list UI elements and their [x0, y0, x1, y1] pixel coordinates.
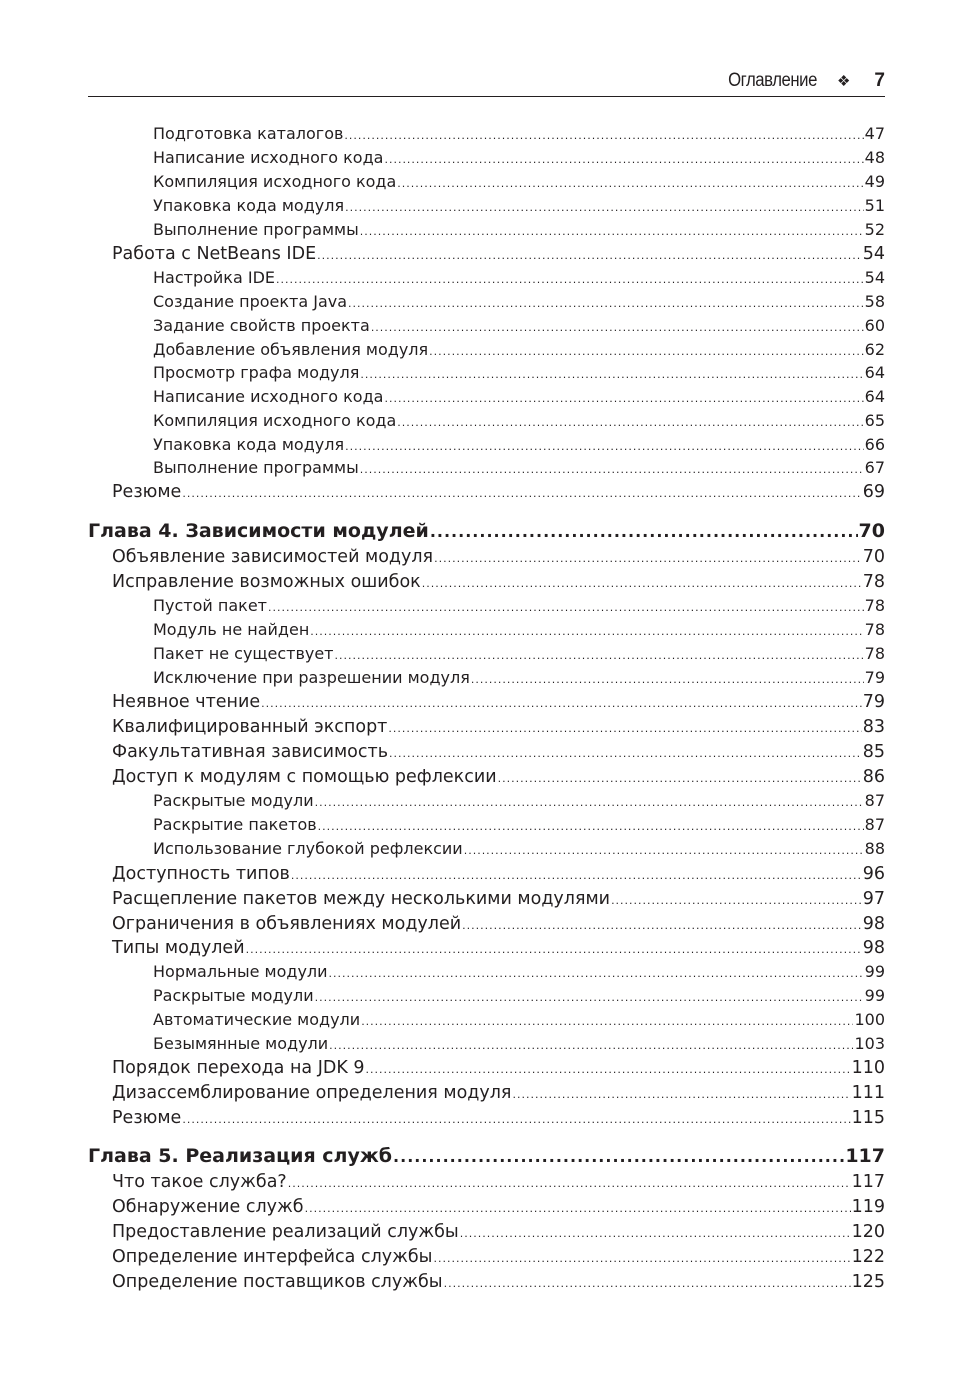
toc-entry — [153, 838, 885, 862]
dot-leader — [315, 792, 864, 814]
entry-page: 100 — [854, 1010, 885, 1029]
toc-entry — [153, 1033, 885, 1057]
entry-title: Безымянные модули — [153, 1034, 329, 1053]
dot-leader — [397, 173, 863, 195]
entry-page: 111 — [851, 1083, 885, 1103]
toc-entry — [112, 1082, 885, 1106]
entry-title: Неявное чтение — [112, 692, 261, 712]
dot-leader — [310, 621, 863, 643]
dot-leader — [288, 1173, 851, 1195]
toc-entry — [112, 1107, 885, 1131]
dot-leader — [345, 197, 864, 219]
entry-page: 52 — [864, 220, 885, 239]
entry-page: 99 — [864, 986, 885, 1005]
toc-entry — [153, 790, 885, 814]
toc-entry — [112, 1057, 885, 1081]
entry-title: Работа с NetBeans IDE — [112, 244, 317, 264]
entry-page: 64 — [864, 363, 885, 382]
entry-page: 97 — [862, 889, 885, 909]
dot-leader — [434, 1248, 851, 1270]
entry-page: 110 — [851, 1058, 885, 1078]
toc-entry — [112, 937, 885, 961]
entry-title: Написание исходного кода — [153, 148, 384, 167]
entry-page: 83 — [862, 717, 885, 737]
entry-page: 78 — [864, 596, 885, 615]
entry-page: 115 — [851, 1108, 885, 1128]
entry-title: Модуль не найден — [153, 620, 310, 639]
entry-page: 49 — [864, 172, 885, 191]
entry-page: 119 — [851, 1197, 885, 1217]
entry-page: 60 — [864, 316, 885, 335]
toc-entry — [153, 1009, 885, 1033]
entry-title: Выполнение программы — [153, 458, 359, 477]
dot-leader — [389, 743, 862, 765]
dot-leader — [182, 483, 861, 505]
entry-title: Типы модулей — [112, 938, 245, 958]
entry-title: Автоматические модули — [153, 1010, 361, 1029]
entry-page: 87 — [864, 815, 885, 834]
entry-title: Определение интерфейса службы — [112, 1247, 433, 1267]
dot-leader — [315, 987, 864, 1009]
dot-leader — [434, 548, 862, 570]
entry-page: 117 — [845, 1145, 885, 1167]
dot-leader — [291, 865, 862, 887]
dot-leader — [335, 645, 864, 667]
dot-leader — [422, 573, 862, 595]
toc-entry — [153, 457, 885, 481]
entry-page: 65 — [864, 411, 885, 430]
toc-entry — [153, 386, 885, 410]
entry-title: Факультативная зависимость — [112, 742, 389, 762]
dot-leader — [462, 915, 862, 937]
dot-leader — [345, 436, 864, 458]
dot-leader — [360, 459, 864, 481]
entry-title: Исправление возможных ошибок — [112, 572, 421, 592]
toc-entry — [112, 481, 885, 505]
dot-leader — [384, 149, 863, 171]
entry-title: Упаковка кода модуля — [153, 196, 345, 215]
toc-entry — [153, 123, 885, 147]
entry-title: Компиляция исходного кода — [153, 172, 397, 191]
entry-title: Использование глубокой рефлексии — [153, 839, 463, 858]
entry-page: 79 — [864, 668, 885, 687]
entry-title: Пакет не существует — [153, 644, 334, 663]
entry-title: Раскрытые модули — [153, 791, 314, 810]
entry-page: 70 — [862, 547, 885, 567]
dot-leader — [430, 521, 858, 543]
entry-title: Написание исходного кода — [153, 387, 384, 406]
dot-leader — [329, 1035, 853, 1057]
toc-entry — [153, 195, 885, 219]
entry-page: 117 — [851, 1172, 885, 1192]
dot-leader — [329, 963, 864, 985]
toc-entry — [112, 691, 885, 715]
dot-leader — [261, 693, 862, 715]
toc-entry — [112, 1246, 885, 1270]
dot-leader — [344, 125, 863, 147]
entry-title: Пустой пакет — [153, 596, 267, 615]
entry-title: Ограничения в объявлениях модулей — [112, 914, 462, 934]
toc-entry — [153, 595, 885, 619]
dot-leader — [444, 1273, 851, 1295]
entry-title: Доступ к модулям с помощью рефлексии — [112, 767, 497, 787]
entry-page: 98 — [862, 938, 885, 958]
entry-title: Раскрытые модули — [153, 986, 314, 1005]
toc-entry — [112, 913, 885, 937]
toc-entry — [153, 362, 885, 386]
toc-entry — [153, 147, 885, 171]
toc-entry — [153, 219, 885, 243]
toc-entry — [153, 619, 885, 643]
toc-chapter — [88, 1145, 885, 1168]
dot-leader — [464, 840, 864, 862]
toc-entry — [153, 171, 885, 195]
toc-entry — [153, 643, 885, 667]
entry-page: 47 — [864, 124, 885, 143]
toc-entry — [153, 267, 885, 291]
entry-page: 78 — [864, 644, 885, 663]
ornament-icon: ❖ — [836, 73, 851, 90]
toc-entry — [112, 243, 885, 267]
dot-leader — [361, 1011, 853, 1033]
toc-entry — [153, 434, 885, 458]
entry-title: Доступность типов — [112, 864, 290, 884]
dot-leader — [498, 768, 862, 790]
dot-leader — [246, 939, 862, 961]
entry-title: Предоставление реализаций службы — [112, 1222, 459, 1242]
entry-title: Задание свойств проекта — [153, 316, 370, 335]
entry-page: 58 — [864, 292, 885, 311]
entry-title: Упаковка кода модуля — [153, 435, 345, 454]
toc-entry — [153, 814, 885, 838]
entry-page: 88 — [864, 839, 885, 858]
dot-leader — [371, 317, 864, 339]
dot-leader — [360, 221, 864, 243]
entry-page: 85 — [862, 742, 885, 762]
entry-page: 64 — [864, 387, 885, 406]
toc-entry — [153, 291, 885, 315]
dot-leader — [360, 364, 863, 386]
dot-leader — [429, 341, 863, 363]
entry-title: Глава 5. Реализация служб — [88, 1145, 393, 1167]
header-title: Оглавление — [728, 70, 817, 91]
entry-title: Настройка IDE — [153, 268, 275, 287]
entry-page: 48 — [864, 148, 885, 167]
dot-leader — [397, 412, 863, 434]
entry-page: 79 — [862, 692, 885, 712]
dot-leader — [384, 388, 863, 410]
entry-page: 103 — [854, 1034, 885, 1053]
toc-entry — [112, 863, 885, 887]
dot-leader — [318, 816, 864, 838]
toc-entry — [112, 888, 885, 912]
entry-title: Что такое служба? — [112, 1172, 287, 1192]
entry-title: Глава 4. Зависимости модулей — [88, 520, 429, 542]
toc-entry — [112, 1271, 885, 1295]
dot-leader — [182, 1109, 850, 1131]
entry-title: Добавление объявления модуля — [153, 340, 429, 359]
entry-page: 54 — [864, 268, 885, 287]
entry-title: Расщепление пакетов между несколькими модулями — [112, 889, 611, 909]
entry-title: Компиляция исходного кода — [153, 411, 397, 430]
entry-title: Квалифицированный экспорт — [112, 717, 388, 737]
entry-page: 120 — [851, 1222, 885, 1242]
toc-entry — [112, 546, 885, 570]
toc-entry — [112, 741, 885, 765]
dot-leader — [276, 269, 864, 291]
entry-title: Дизассемблирование определения модуля — [112, 1083, 512, 1103]
entry-page: 99 — [864, 962, 885, 981]
entry-page: 86 — [862, 767, 885, 787]
entry-page: 96 — [862, 864, 885, 884]
toc-entry — [112, 1171, 885, 1195]
dot-leader — [393, 1146, 844, 1168]
entry-title: Раскрытие пакетов — [153, 815, 317, 834]
entry-title: Просмотр графа модуля — [153, 363, 360, 382]
entry-title: Объявление зависимостей модуля — [112, 547, 434, 567]
dot-leader — [460, 1223, 851, 1245]
toc-entry — [153, 667, 885, 691]
dot-leader — [611, 890, 862, 912]
toc-entry — [153, 410, 885, 434]
toc-entry — [153, 985, 885, 1009]
toc-entry — [112, 571, 885, 595]
entry-title: Нормальные модули — [153, 962, 328, 981]
entry-page: 62 — [864, 340, 885, 359]
entry-title: Исключение при разрешении модуля — [153, 668, 470, 687]
entry-title: Определение поставщиков службы — [112, 1272, 443, 1292]
entry-title: Создание проекта Java — [153, 292, 348, 311]
entry-page: 54 — [862, 244, 885, 264]
entry-title: Выполнение программы — [153, 220, 359, 239]
entry-title: Обнаружение служб — [112, 1197, 304, 1217]
toc-entry — [112, 1196, 885, 1220]
entry-page: 67 — [864, 458, 885, 477]
entry-page: 66 — [864, 435, 885, 454]
dot-leader — [471, 669, 864, 691]
toc-entry — [153, 315, 885, 339]
dot-leader — [512, 1084, 850, 1106]
entry-page: 70 — [858, 520, 885, 542]
toc-entry — [112, 766, 885, 790]
toc-entry — [153, 339, 885, 363]
toc-entry — [153, 961, 885, 985]
entry-page: 122 — [851, 1247, 885, 1267]
entry-page: 51 — [864, 196, 885, 215]
dot-leader — [268, 597, 864, 619]
dot-leader — [366, 1059, 851, 1081]
dot-leader — [305, 1198, 851, 1220]
toc-entry — [112, 1221, 885, 1245]
entry-title: Резюме — [112, 482, 182, 502]
page-number: 7 — [874, 70, 885, 91]
toc-entry — [112, 716, 885, 740]
entry-page: 69 — [862, 482, 885, 502]
entry-page: 78 — [864, 620, 885, 639]
dot-leader — [317, 245, 862, 267]
entry-page: 125 — [851, 1272, 885, 1292]
dot-leader — [348, 293, 864, 315]
toc-chapter — [88, 520, 885, 543]
entry-title: Подготовка каталогов — [153, 124, 344, 143]
entry-title: Резюме — [112, 1108, 182, 1128]
running-header — [88, 66, 885, 97]
entry-page: 98 — [862, 914, 885, 934]
entry-title: Порядок перехода на JDK 9 — [112, 1058, 365, 1078]
entry-page: 78 — [862, 572, 885, 592]
entry-page: 87 — [864, 791, 885, 810]
dot-leader — [388, 718, 861, 740]
